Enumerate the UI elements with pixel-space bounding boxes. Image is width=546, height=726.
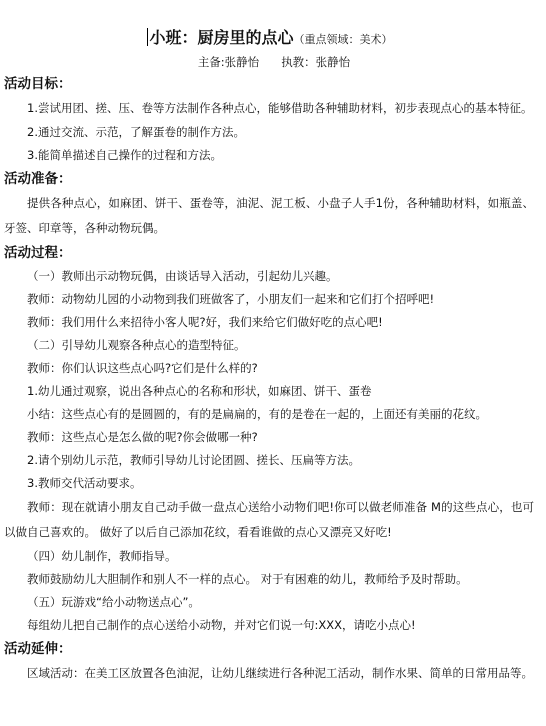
process-line: 3.教师交代活动要求。 xyxy=(27,476,142,490)
process-line: 教师：我们用什么来招待小客人呢?好，我们来给它们做好吃的点心吧! xyxy=(27,315,383,329)
process-line: 教师：这些点心是怎么做的呢?你会做哪一种? xyxy=(27,430,258,444)
process-line: 小结：这些点心有的是圆圆的，有的是扁扁的，有的是卷在一起的，上面还有美丽的花纹。 xyxy=(27,407,487,421)
byline xyxy=(4,52,536,72)
process-line: 教师：你们认识这些点心吗?它们是什么样的? xyxy=(27,361,258,375)
prep-text: 提供各种点心，如麻团、饼干、蛋卷等，油泥、泥工板、小盘子人手1份，各种辅助材料，如瓶盖、牙签、印章等，各种动物玩偶。 xyxy=(4,196,534,235)
process-line: 教师：现在就请小朋友自己动手做一盘点心送给小动物们吧!你可以做老师准备 M的这些点心，也可以做自己喜欢的。 做好了以后自己添加花纹，看看谁做的点心又漂亮又好吃! xyxy=(4,500,534,539)
extension-text: 区域活动：在美工区放置各色油泥，让幼儿继续进行各种泥工活动，制作水果、简单的日常用品等。 xyxy=(27,666,533,680)
teaching-author: 执教：张静怡 xyxy=(281,55,351,69)
goal-item-2: 2.通过交流、示范，了解蛋卷的制作方法。 xyxy=(27,125,245,139)
process-line: （四）幼儿制作，教师指导。 xyxy=(27,549,177,563)
goals-heading: 活动目标： xyxy=(4,76,72,92)
process-heading: 活动过程： xyxy=(4,245,72,261)
host-author: 主备:张静怡 xyxy=(197,55,260,69)
process-line: 教师鼓励幼儿大胆制作和别人不一样的点心。 对于有困难的幼儿，教师给予及时帮助。 xyxy=(27,572,468,586)
process-line: （五）玩游戏“给小动物送点心”。 xyxy=(27,595,200,609)
prep-heading: 活动准备： xyxy=(4,171,72,187)
document-title: 小班：厨房里的点心 xyxy=(149,28,294,47)
goal-item-3: 3.能简单描述自己操作的过程和方法。 xyxy=(27,148,222,162)
process-line: 1.幼儿通过观察，说出各种点心的名称和形状，如麻团、饼干、蛋卷 xyxy=(27,384,372,398)
process-line: 2.请个别幼儿示范，教师引导幼儿讨论团圆、搓长、压扁等方法。 xyxy=(27,453,360,467)
process-line: 每组幼儿把自己制作的点心送给小动物，并对它们说一句:XXX，请吃小点心! xyxy=(27,618,416,632)
goal-item-1: 1.尝试用团、搓、压、卷等方法制作各种点心，能够借助各种辅助材料，初步表现点心的基本特征。 xyxy=(27,101,533,115)
title-row xyxy=(4,26,536,50)
process-line: 教师：动物幼儿园的小动物到我们班做客了，小朋友们一起来和它们打个招呼吧! xyxy=(27,292,435,306)
process-line: （二）引导幼儿观察各种点心的造型特征。 xyxy=(27,338,246,352)
process-line: （一）教师出示动物玩偶，由谈话导入活动，引起幼儿兴趣。 xyxy=(27,269,338,283)
title-subtitle: （重点领域：美术） xyxy=(293,33,393,46)
extension-heading: 活动延伸： xyxy=(4,641,72,657)
